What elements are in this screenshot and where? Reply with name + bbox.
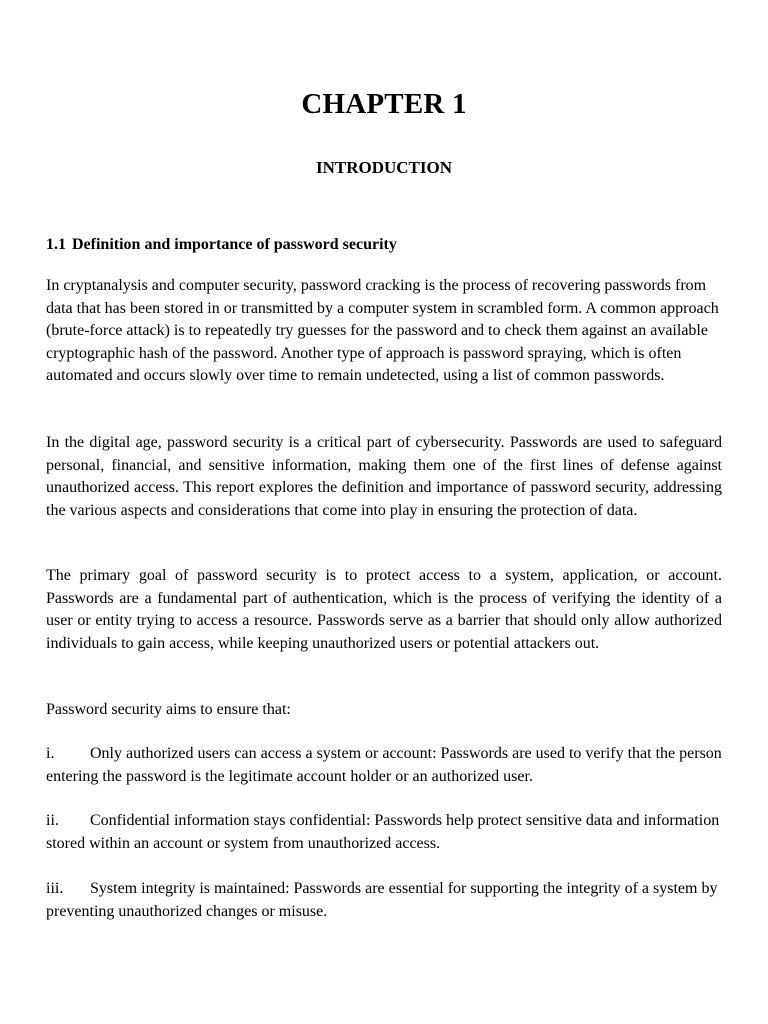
chapter-title: CHAPTER 1 <box>301 88 467 120</box>
list-item-text: System integrity is maintained: Passwords are essential for supporting the integrity of a system by preventing unauthorized changes or misuse. <box>46 880 718 920</box>
list-marker: i. <box>46 745 55 762</box>
section-title: Definition and importance of password security <box>72 236 397 253</box>
paragraph: In the digital age, password security is a critical part of cybersecurity. Passwords are used to safeguard personal, financial, and sensitive information, making them one of the first lines of defense against unauthorized access. This report explores the definition and importance of password security, addressing the various aspects and considerations that come into play in ensuring the protection of data. <box>46 434 722 519</box>
paragraph: In cryptanalysis and computer security, password cracking is the process of recovering passwords from data that has been stored in or transmitted by a computer system in scrambled form. A common approach (brute-force attack) is to repeatedly try guesses for the password and to check them against an available cryptographic hash of the password. Another type of approach is password spraying, which is often automated and occurs slowly over time to remain undetected, using a list of common passwords. <box>46 277 719 384</box>
chapter-subtitle: INTRODUCTION <box>315 158 453 177</box>
list-item <box>46 878 722 923</box>
list-item-text: Confidential information stays confidential: Passwords help protect sensitive data and information stored within an account or system from unauthorized access. <box>46 812 720 852</box>
paragraph: The primary goal of password security is to protect access to a system, application, or account. Passwords are a fundamental part of authentication, which is the process of verifying the identity of a user or entity trying to access a resource. Passwords serve as a barrier that should only allow authorized individuals to gain access, while keeping unauthorized users or potential attackers out. <box>46 567 722 652</box>
list-item <box>46 743 722 788</box>
section-heading <box>46 233 726 257</box>
list-marker: iii. <box>46 880 64 897</box>
list-item <box>46 810 722 855</box>
section-number: 1.1 <box>46 236 66 253</box>
list-item-text: Only authorized users can access a system or account: Passwords are used to verify that the person entering the password is the legitimate account holder or an authorized user. <box>46 745 722 785</box>
list-marker: ii. <box>46 812 59 829</box>
paragraph: Password security aims to ensure that: <box>46 701 291 718</box>
